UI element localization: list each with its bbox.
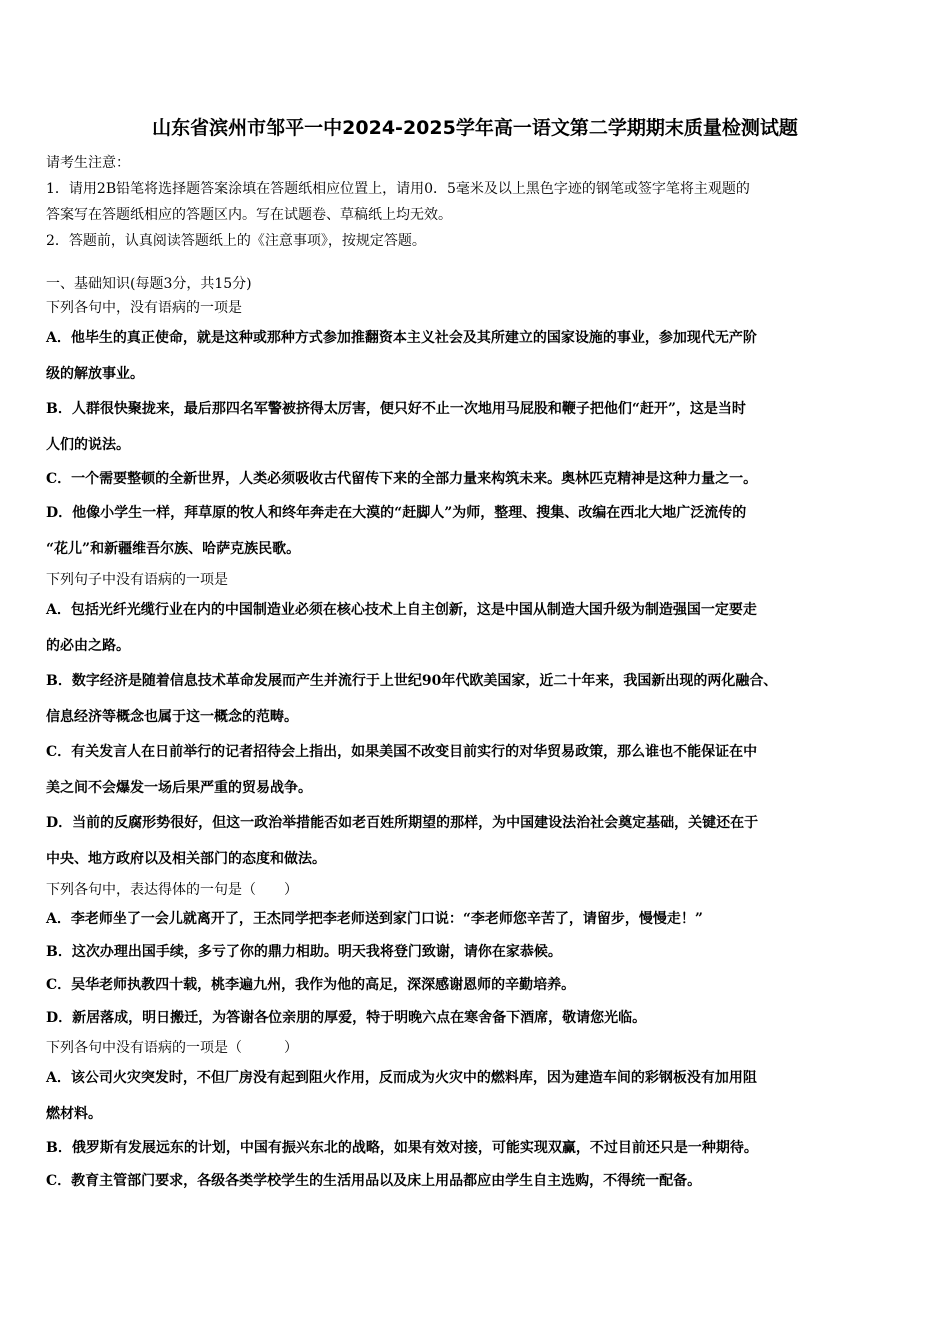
question-1-option-b bbox=[46, 391, 916, 463]
option-text: B．这次办理出国手续，多亏了你的鼎力相助。明天我将登门致谢，请你在家恭候。 bbox=[46, 944, 562, 960]
option-text: D．他像小学生一样，拜草原的牧人和终年奔走在大漠的“赶脚人”为师，整理、搜集、改编在西北大地广泛流传的 bbox=[46, 505, 747, 521]
option-text: D．当前的反腐形势很好，但这一政治举措能否如老百姓所期望的那样，为中国建设法治社会奠定基础，关键还在于 bbox=[46, 815, 759, 831]
question-4-option-b bbox=[46, 1131, 916, 1165]
option-text: 的必由之路。 bbox=[46, 638, 130, 654]
option-text: C．教育主管部门要求，各级各类学校学生的生活用品以及床上用品都应由学生自主选购，不得统一配备。 bbox=[46, 1173, 702, 1189]
option-text: B．人群很快聚拢来，最后那四名军警被挤得太厉害，便只好不止一次地用马屁股和鞭子把他们“赶开”，这是当时 bbox=[46, 401, 746, 417]
option-text: 信息经济等概念也属于这一概念的范畴。 bbox=[46, 709, 298, 725]
option-text: 级的解放事业。 bbox=[46, 366, 144, 382]
page-title: 山东省滨州市邹平一中2024-2025学年高一语文第二学期期末质量检测试题 bbox=[152, 117, 798, 139]
question-3-option-b bbox=[46, 935, 916, 969]
section-heading: 一、基础知识(每题3分，共15分) bbox=[46, 276, 252, 292]
question-4-option-c bbox=[46, 1164, 916, 1198]
exam-notice bbox=[46, 150, 906, 254]
option-text: A．该公司火灾突发时，不但厂房没有起到阻火作用，反而成为火灾中的燃料库，因为建造车间的彩钢板没有加用阻 bbox=[46, 1070, 757, 1086]
option-text: B．数字经济是随着信息技术革命发展而产生并流行于上世纪90年代欧美国家，近二十年来，我国新出现的两化融合、 bbox=[46, 673, 778, 689]
question-2-option-a bbox=[46, 592, 916, 664]
question-1-option-d bbox=[46, 495, 916, 567]
exam-content bbox=[46, 272, 916, 1197]
option-text: “花儿”和新疆维吾尔族、哈萨克族民歌。 bbox=[46, 541, 301, 557]
question-4-stem: 下列各句中没有语病的一项是（ ） bbox=[46, 1040, 298, 1056]
question-3-stem: 下列各句中，表达得体的一句是（ ） bbox=[46, 882, 298, 898]
question-1-option-a bbox=[46, 320, 916, 392]
option-text: B．俄罗斯有发展远东的计划，中国有振兴东北的战略，如果有效对接，可能实现双赢，不过目前还只是一种期待。 bbox=[46, 1140, 758, 1156]
question-2-stem: 下列句子中没有语病的一项是 bbox=[46, 572, 228, 588]
option-text: 美之间不会爆发一场后果严重的贸易战争。 bbox=[46, 780, 312, 796]
question-1-stem: 下列各句中，没有语病的一项是 bbox=[46, 300, 242, 316]
notice-line-2: 2．答题前，认真阅读答题纸上的《注意事项》，按规定答题。 bbox=[46, 233, 426, 249]
notice-heading: 请考生注意： bbox=[46, 155, 130, 171]
option-text: C．一个需要整顿的全新世界，人类必须吸收古代留传下来的全部力量来构筑未来。奥林匹克精神是这种力量之一。 bbox=[46, 471, 758, 487]
option-text: A．李老师坐了一会儿就离开了，王杰同学把李老师送到家门口说：“李老师您辛苦了，请留步，慢慢走！” bbox=[46, 911, 703, 927]
option-text: C．吴华老师执教四十载，桃李遍九州，我作为他的高足，深深感谢恩师的辛勤培养。 bbox=[46, 977, 576, 993]
notice-line-1-continued: 答案写在答题纸相应的答题区内。写在试题卷、草稿纸上均无效。 bbox=[46, 207, 452, 223]
option-text: 人们的说法。 bbox=[46, 437, 130, 453]
option-text: 中央、地方政府以及相关部门的态度和做法。 bbox=[46, 851, 326, 867]
option-text: A．他毕生的真正使命，就是这种或那种方式参加推翻资本主义社会及其所建立的国家设施的事业，参加现代无产阶 bbox=[46, 330, 757, 346]
question-4-option-a bbox=[46, 1060, 916, 1132]
question-3-option-a bbox=[46, 902, 916, 936]
question-2-option-b bbox=[46, 663, 916, 735]
notice-line-1: 1．请用2B铅笔将选择题答案涂填在答题纸相应位置上，请用0．5毫米及以上黑色字迹的钢笔或签字笔将主观题的 bbox=[46, 181, 750, 197]
question-3-option-d bbox=[46, 1001, 916, 1035]
option-text: D．新居落成，明日搬迁，为答谢各位亲朋的厚爱，特于明晚六点在寒舍备下酒席，敬请您光临。 bbox=[46, 1010, 647, 1026]
option-text: 燃材料。 bbox=[46, 1106, 102, 1122]
option-text: C．有关发言人在日前举行的记者招待会上指出，如果美国不改变目前实行的对华贸易政策，那么谁也不能保证在中 bbox=[46, 744, 758, 760]
option-text: A．包括光纤光缆行业在内的中国制造业必须在核心技术上自主创新，这是中国从制造大国升级为制造强国一定要走 bbox=[46, 602, 757, 618]
question-2-option-d bbox=[46, 805, 916, 877]
question-3-option-c bbox=[46, 968, 916, 1002]
question-1-option-c bbox=[46, 462, 916, 496]
question-2-option-c bbox=[46, 734, 916, 806]
